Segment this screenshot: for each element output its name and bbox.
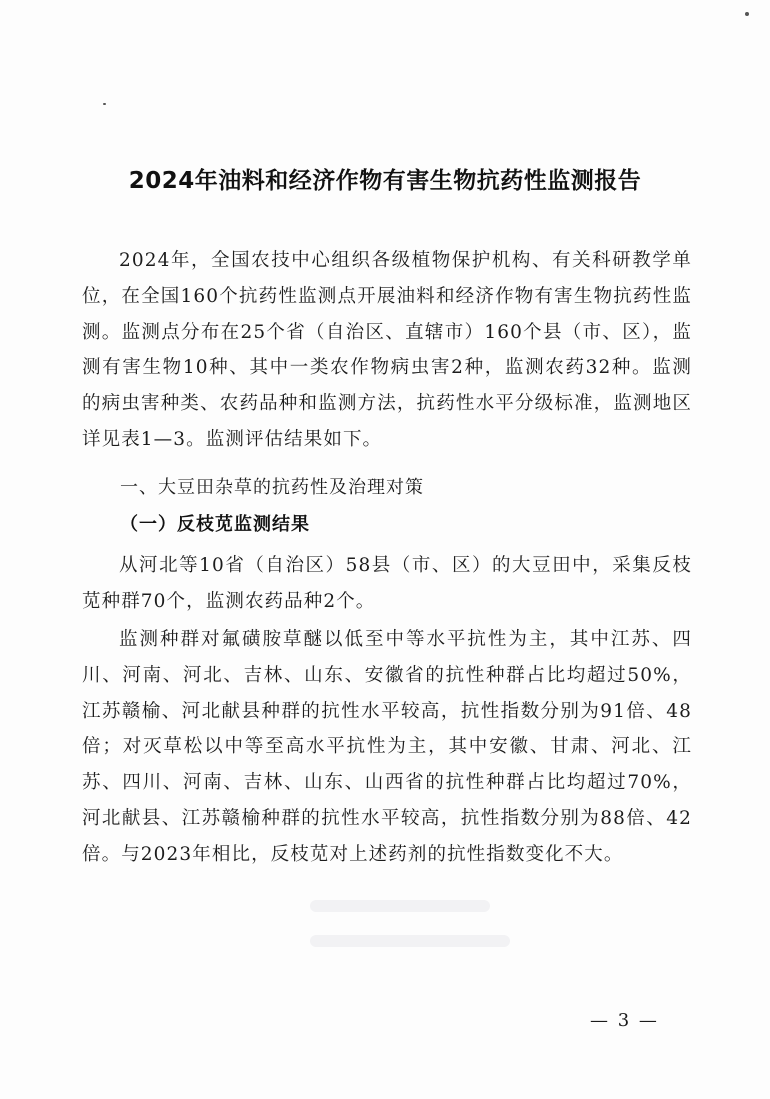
sampling-paragraph: 从河北等10省（自治区）58县（市、区）的大豆田中，采集反枝苋种群70个，监测农药品种2个。 <box>82 555 692 612</box>
bleed-through-mark <box>310 900 490 912</box>
subsection-heading: （一）反枝苋监测结果 <box>120 514 310 535</box>
results-paragraph: 监测种群对氟磺胺草醚以低至中等水平抗性为主，其中江苏、四川、河南、河北、吉林、山东、安徽省的抗性种群占比均超过50%，江苏赣榆、河北献县种群的抗性水平较高，抗性指数分别为91倍、48倍；对灭草松以中等至高水平抗性为主，其中安徽、甘肃、河北、江苏、四川、河南、吉林、山东、山西省的抗性种群占比均超过70%，河北献县、江苏赣榆种群的抗性水平较高，抗性指数分别为88倍、42倍。与2023年相比，反枝苋对上述药剂的抗性指数变化不大。 <box>82 629 692 865</box>
bleed-through-mark <box>310 935 510 947</box>
scan-speck <box>745 12 749 16</box>
scan-speck <box>103 103 106 105</box>
page-number: — 3 — <box>590 1010 659 1031</box>
document-title: 2024年油料和经济作物有害生物抗药性监测报告 <box>128 168 642 194</box>
intro-paragraph: 2024年，全国农技中心组织各级植物保护机构、有关科研教学单位，在全国160个抗药性监测点开展油料和经济作物有害生物抗药性监测。监测点分布在25个省（自治区、直辖市）160个县（市、区），监测有害生物10种、其中一类农作物病虫害2种，监测农药32种。监测的病虫害种类、农药品种和监测方法，抗药性水平分级标准，监测地区详见表1—3。监测评估结果如下。 <box>82 250 692 450</box>
section-heading: 一、大豆田杂草的抗药性及治理对策 <box>120 477 424 498</box>
